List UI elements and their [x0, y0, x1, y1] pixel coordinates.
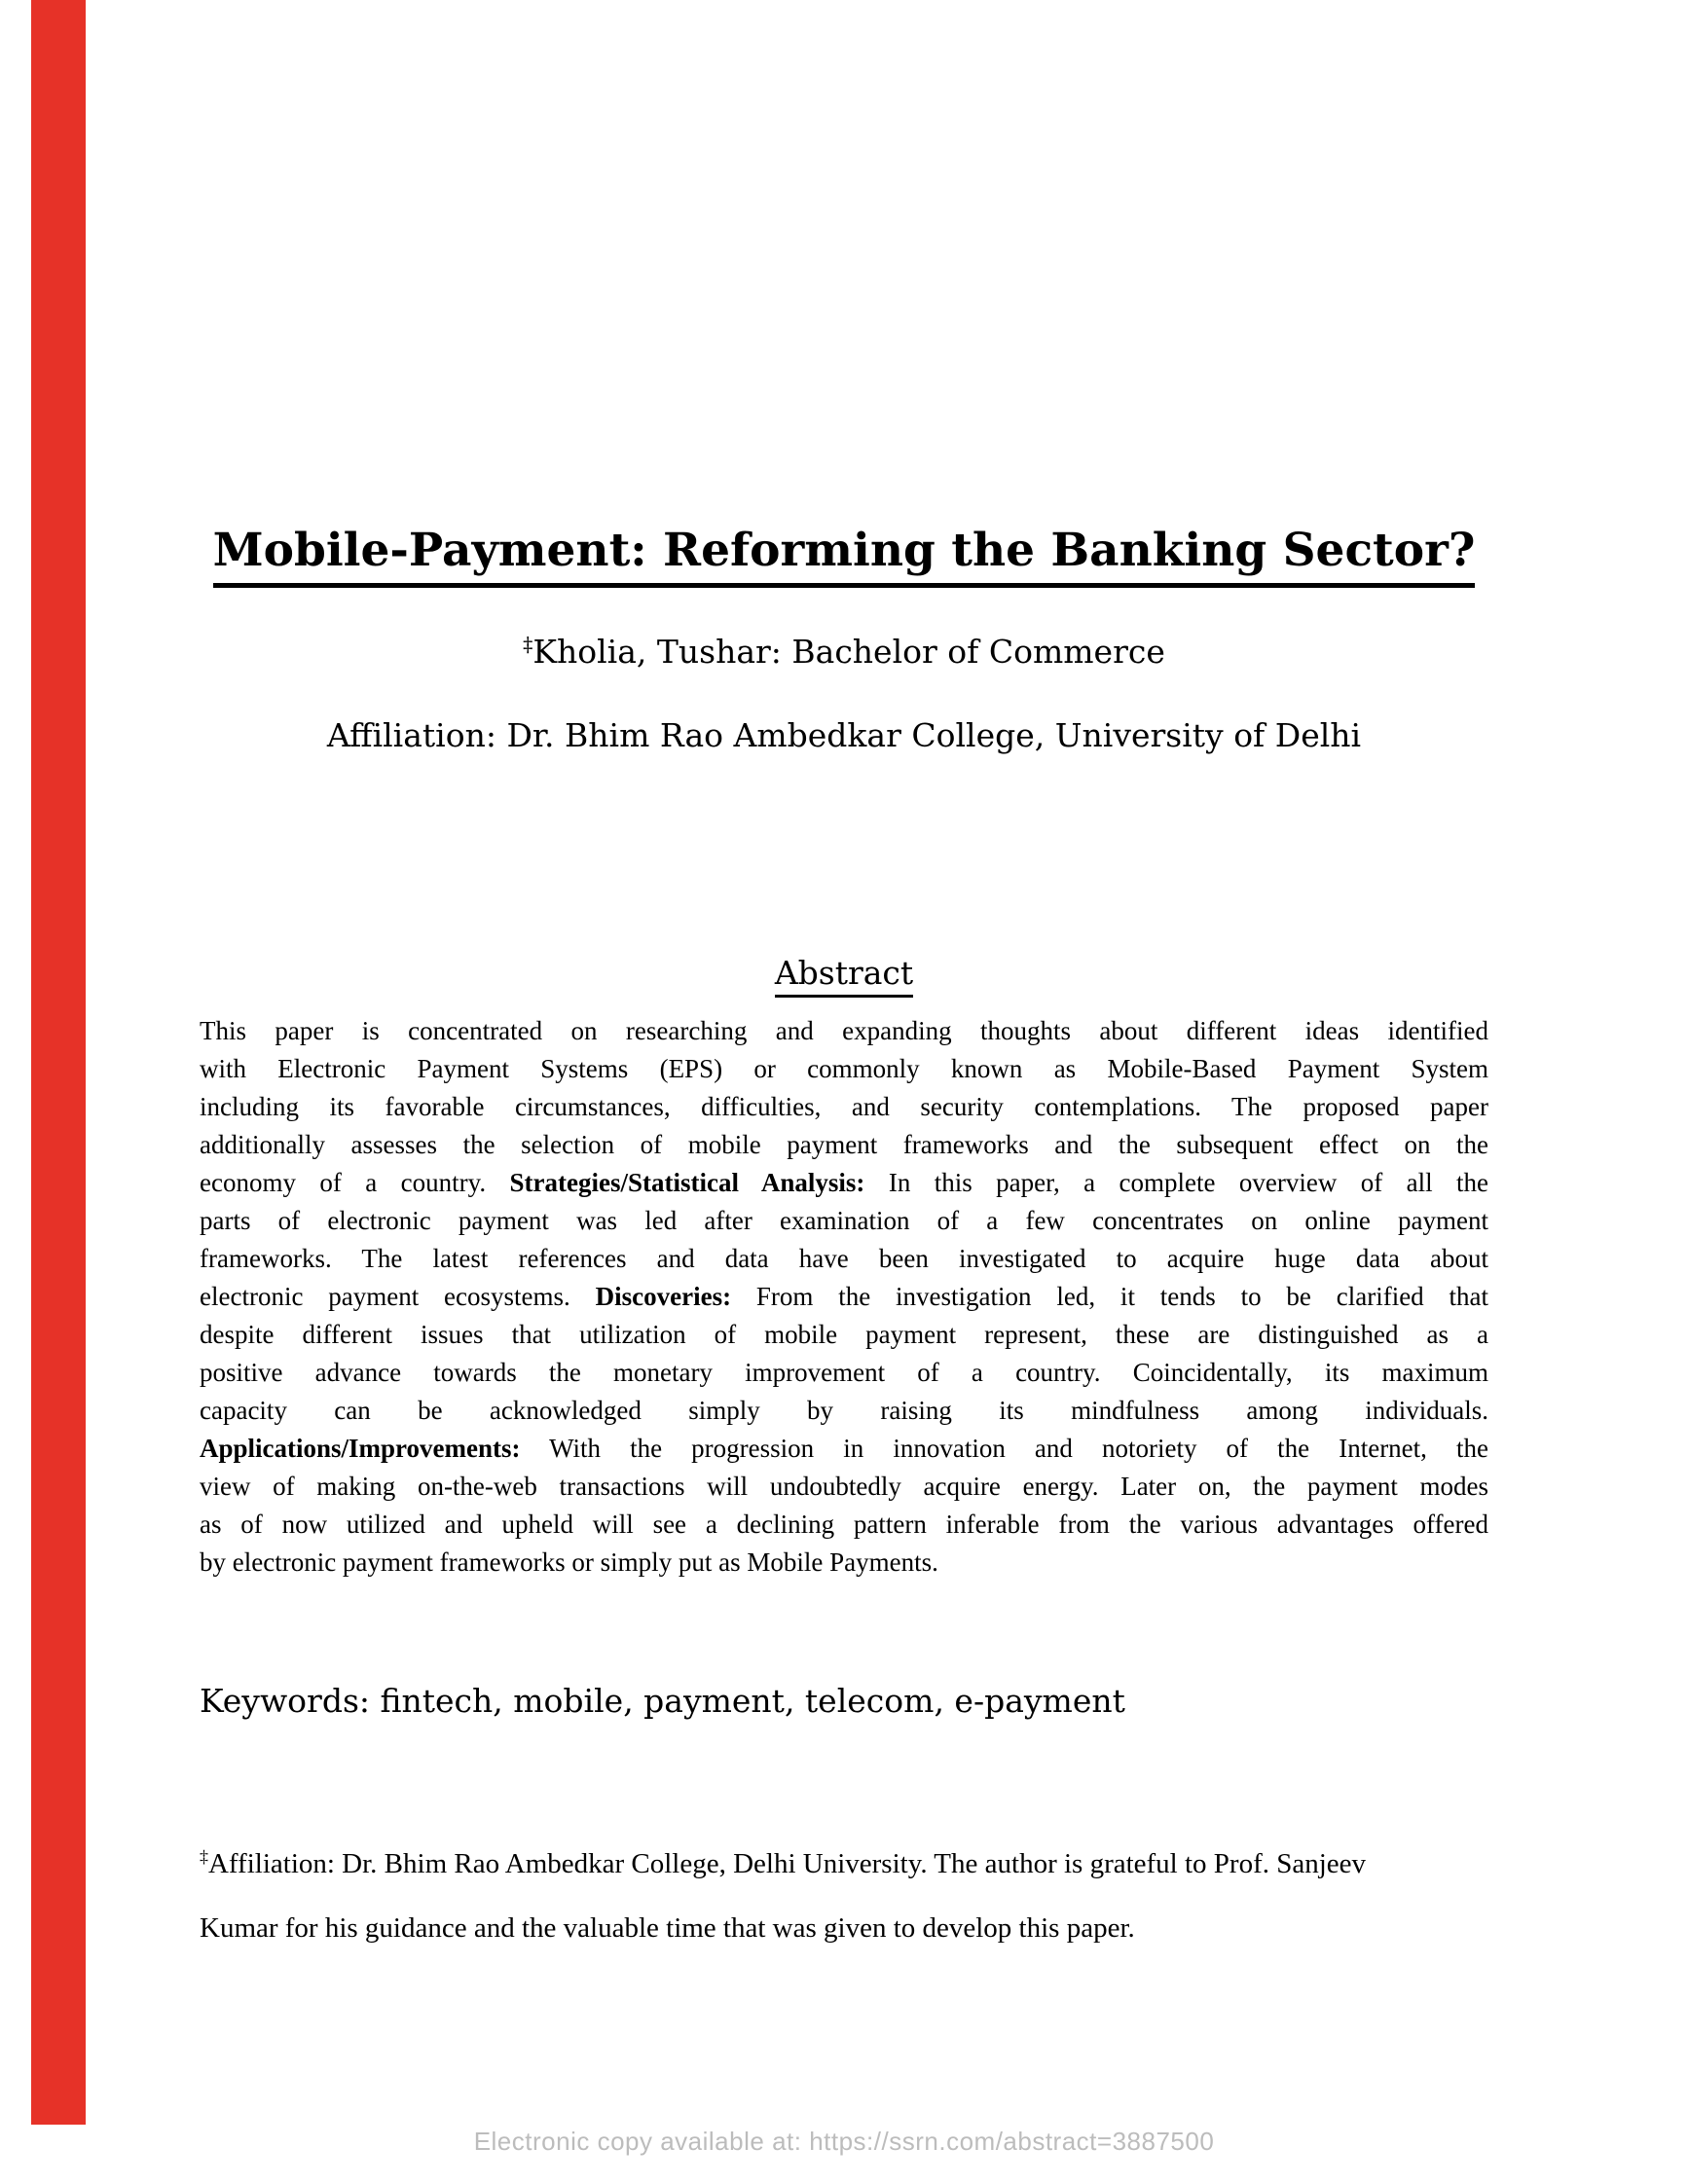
- abstract-line: positive advance towards the monetary improvement of a country. Coincidentally, its maximum: [200, 1358, 1488, 1387]
- affiliation-line: Affiliation: Dr. Bhim Rao Ambedkar College, University of Delhi: [326, 716, 1362, 754]
- abstract-line: by electronic payment frameworks or simply put as Mobile Payments.: [200, 1547, 938, 1577]
- keywords-line: Keywords: fintech, mobile, payment, telecom, e-payment: [200, 1682, 1125, 1720]
- footnote-block: [200, 1832, 1523, 1960]
- abstract-paragraph: [200, 1012, 1488, 1582]
- abstract-heading-text: Abstract: [775, 954, 913, 998]
- abstract-line: electronic payment ecosystems. Discoveries: From the investigation led, it tends to be clarified that: [200, 1282, 1488, 1311]
- abstract-line: economy of a country. Strategies/Statistical Analysis: In this paper, a complete overview of all the: [200, 1168, 1489, 1197]
- abstract-line: This paper is concentrated on researching and expanding thoughts about different ideas identified: [200, 1016, 1488, 1045]
- footnote-line: ‡Affiliation: Dr. Bhim Rao Ambedkar College, Delhi University. The author is grateful to Prof. Sanjeev: [200, 1846, 1367, 1879]
- abstract-line: capacity can be acknowledged simply by raising its mindfulness among individuals.: [200, 1396, 1488, 1425]
- abstract-line: Applications/Improvements: With the progression in innovation and notoriety of the Internet, the: [200, 1434, 1488, 1463]
- abstract-line: as of now utilized and upheld will see a declining pattern inferable from the various advantages offered: [200, 1510, 1488, 1539]
- paper-title: [0, 524, 1688, 577]
- footnote-marker: ‡: [200, 1846, 208, 1867]
- footnote-line: Kumar for his guidance and the valuable time that was given to develop this paper.: [200, 1912, 1135, 1944]
- ssrn-footer-text: Electronic copy available at: https://ssrn.com/abstract=3887500: [473, 2127, 1215, 2156]
- author-footnote-marker: ‡: [523, 633, 533, 656]
- abstract-line: additionally assesses the selection of mobile payment frameworks and the subsequent effect on the: [200, 1130, 1488, 1159]
- author-line: [0, 633, 1688, 671]
- paper-title-text: Mobile-Payment: Reforming the Banking Sector?: [213, 524, 1476, 588]
- abstract-line: despite different issues that utilization of mobile payment represent, these are distinguished as a: [200, 1320, 1488, 1349]
- abstract-line: frameworks. The latest references and data have been investigated to acquire huge data about: [200, 1244, 1488, 1273]
- abstract-line: with Electronic Payment Systems (EPS) or commonly known as Mobile-Based Payment System: [200, 1054, 1488, 1083]
- author-name: Kholia, Tushar: Bachelor of Commerce: [532, 633, 1165, 671]
- abstract-line: including its favorable circumstances, difficulties, and security contemplations. The proposed paper: [200, 1092, 1488, 1121]
- abstract-line: view of making on-the-web transactions will undoubtedly acquire energy. Later on, the payment modes: [200, 1472, 1488, 1501]
- left-red-highlight-bar: [31, 0, 86, 2125]
- abstract-heading: [0, 954, 1688, 992]
- abstract-line: parts of electronic payment was led after examination of a few concentrates on online payment: [200, 1206, 1488, 1235]
